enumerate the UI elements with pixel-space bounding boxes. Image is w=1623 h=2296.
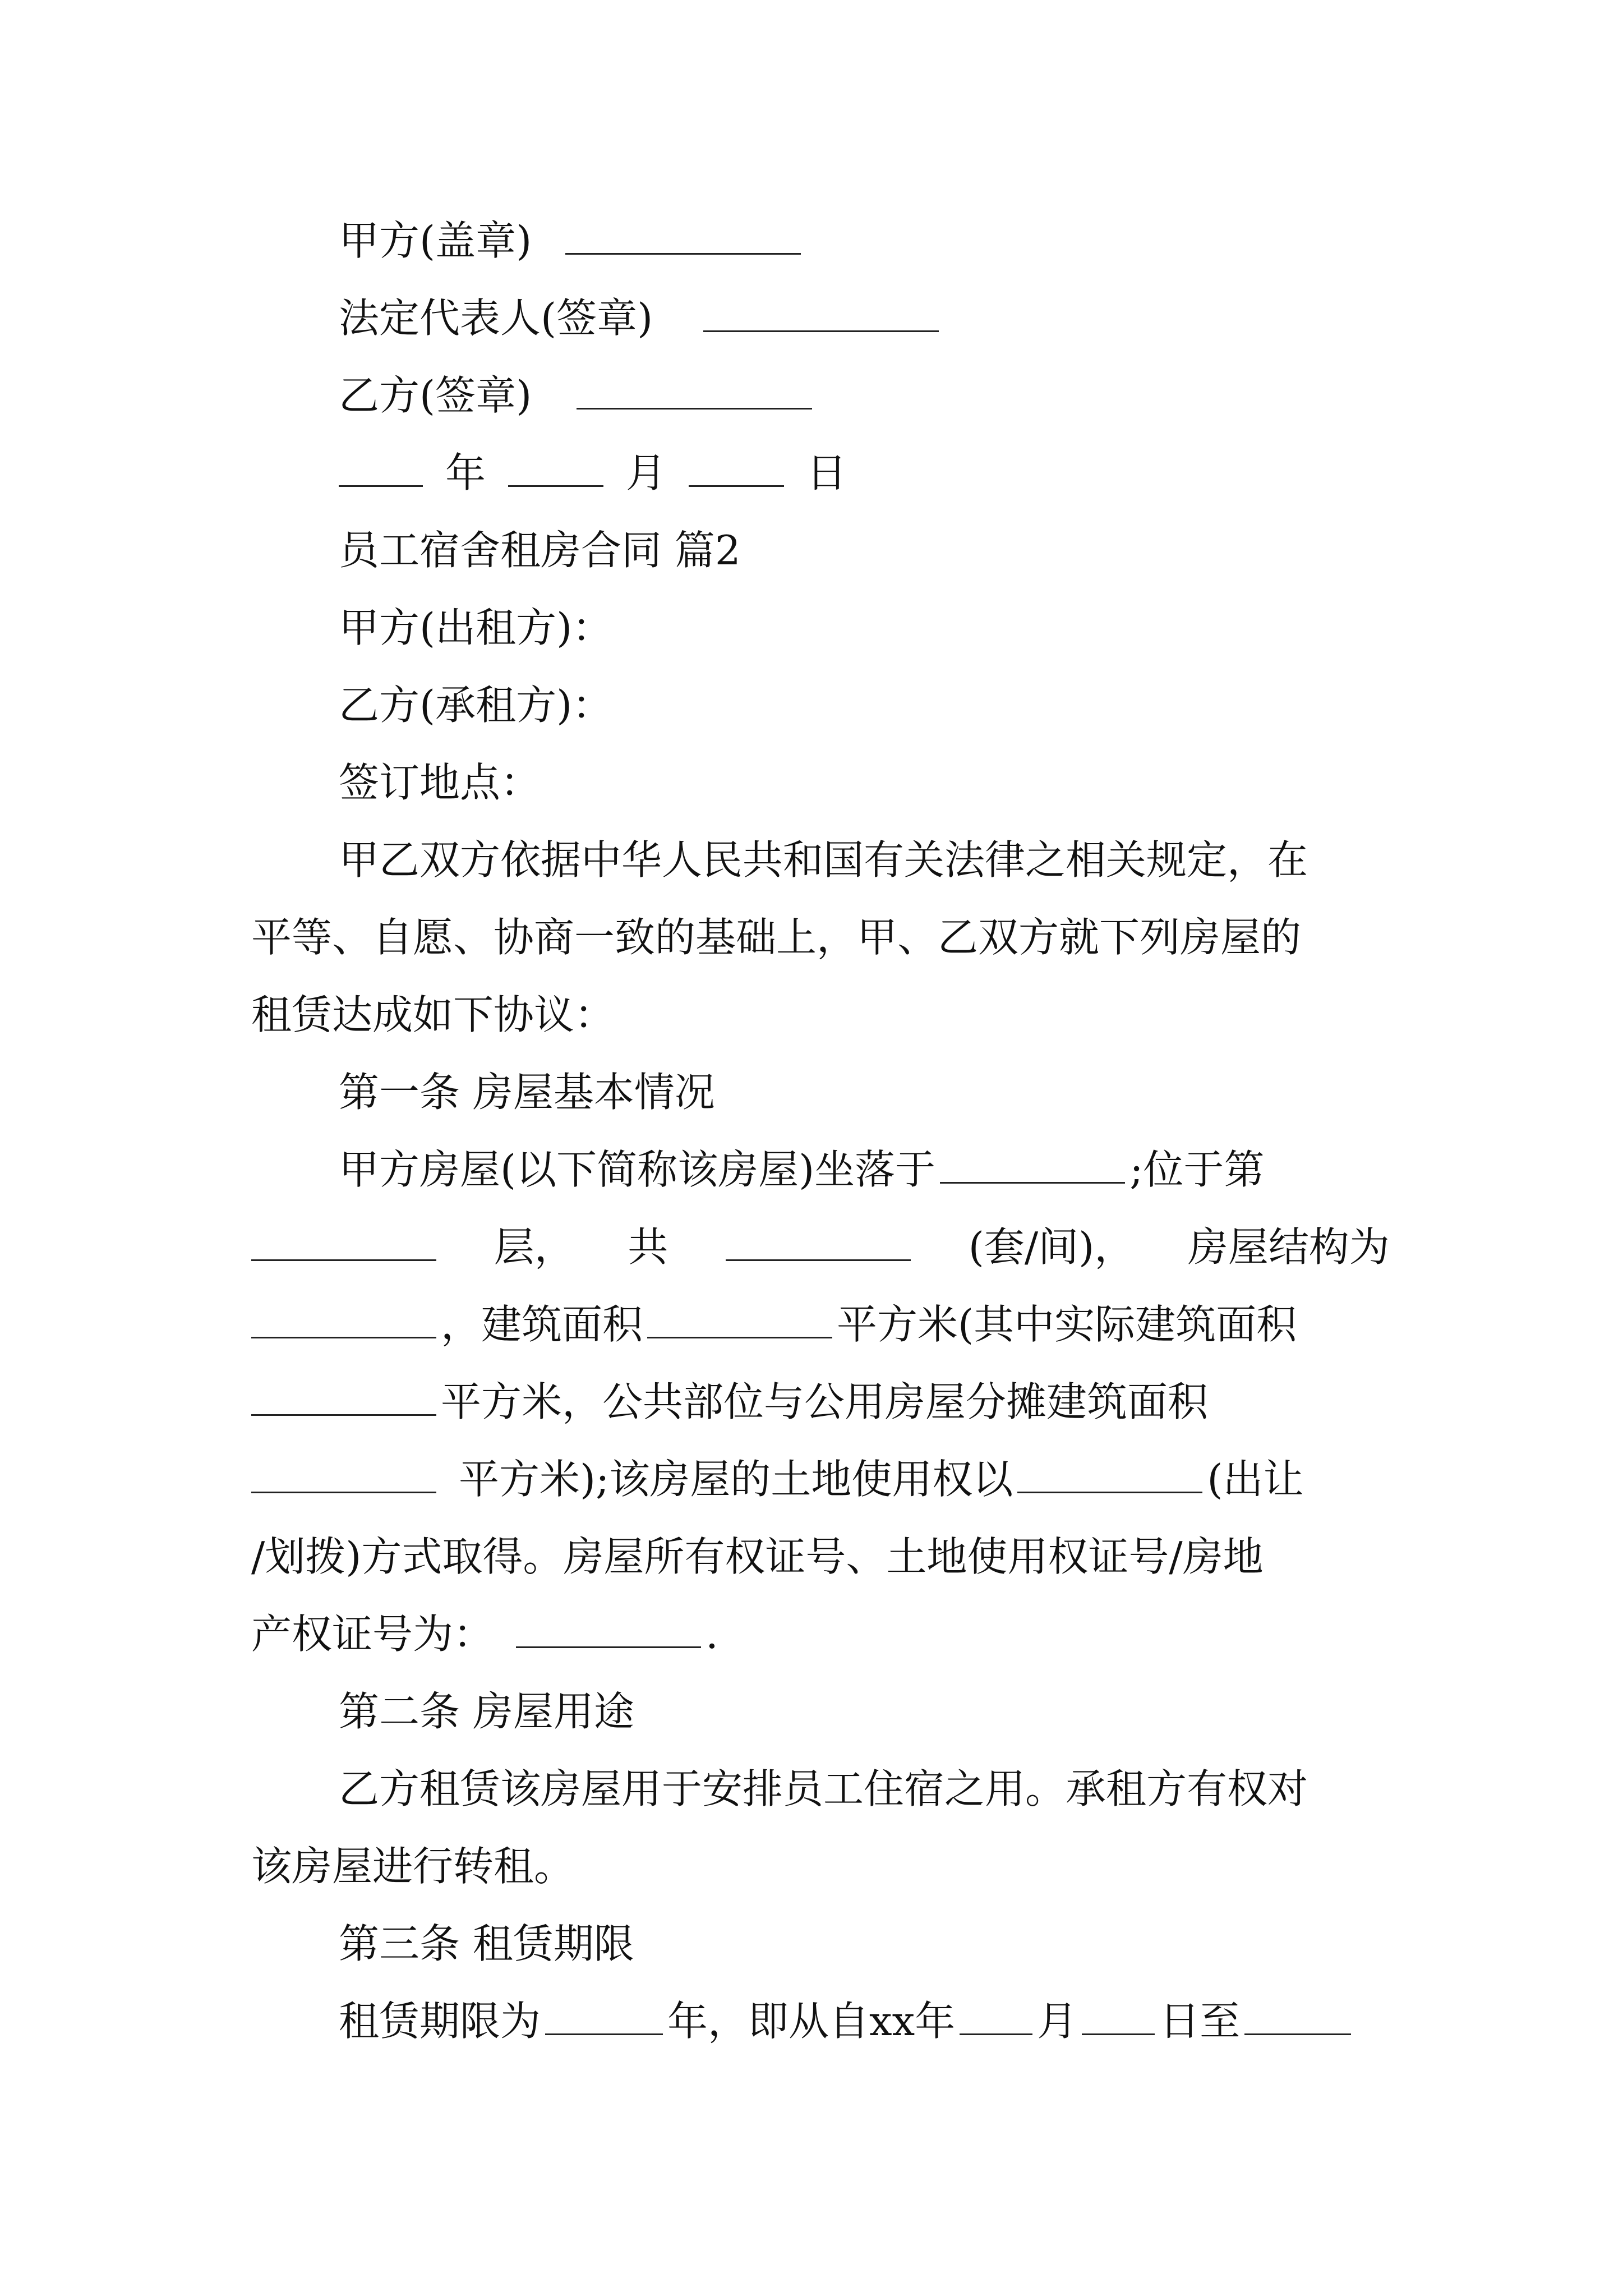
cert-no-blank <box>516 1607 701 1648</box>
area-blank <box>647 1297 832 1338</box>
art1-l5-text-a: 平方米);该房屋的土地使用权以 <box>459 1456 1013 1503</box>
art3-l1-text-a: 租赁期限为 <box>339 1998 541 2045</box>
sig-date <box>251 434 1390 512</box>
start-day-blank <box>1082 1994 1155 2035</box>
section-title: 员工宿舍租房合同 篇2 <box>339 527 741 574</box>
shared-area-blank <box>251 1452 436 1493</box>
art1-l7-text-a: 产权证号为： <box>251 1611 494 1658</box>
sig-party-a-blank <box>565 214 801 255</box>
term-years-blank <box>545 1994 663 2035</box>
date-year-label: 年 <box>445 449 486 496</box>
art1-l1-text-b: ;位于第 <box>1129 1146 1265 1193</box>
art1-l2-text-b: 共 <box>628 1223 668 1271</box>
sig-party-b <box>251 357 1390 434</box>
sig-legal-rep-blank <box>703 291 939 332</box>
art2-line-2: 该房屋进行转租。 <box>251 1843 575 1890</box>
structure-blank <box>251 1297 436 1338</box>
art1-l3-text-b: 平方米(其中实际建筑面积 <box>837 1301 1297 1348</box>
art1-line-7 <box>251 1595 1390 1673</box>
art3-heading: 第三条 租赁期限 <box>339 1920 634 1967</box>
sig-party-a <box>251 202 1390 279</box>
place-line: 签订地点： <box>339 759 541 806</box>
art1-line-4 <box>251 1363 1390 1441</box>
art1-l4-text: 平方米，公共部位与公用房屋分摊建筑面积 <box>441 1378 1209 1425</box>
party-b-line: 乙方(承租方)： <box>339 682 613 729</box>
art2-heading: 第二条 房屋用途 <box>339 1688 634 1735</box>
date-year-blank <box>339 446 423 487</box>
sig-legal-rep-label: 法定代表人(签章) <box>339 295 653 342</box>
intro-line-1: 甲乙双方依据中华人民共和国有关法律之相关规定，在 <box>339 836 1308 884</box>
party-a-line: 甲方(出租方)： <box>339 604 613 651</box>
date-month-blank <box>508 446 603 487</box>
document-body <box>251 202 1390 2060</box>
date-day-blank <box>689 446 784 487</box>
art1-l7-text-b: . <box>706 1611 718 1658</box>
sig-party-a-label: 甲方(盖章) <box>339 217 532 264</box>
art1-l2-text-d: 房屋结构为 <box>1187 1223 1390 1271</box>
intro-line-3: 租赁达成如下协议： <box>251 991 615 1038</box>
sig-party-b-label: 乙方(签章) <box>339 372 532 419</box>
start-month-blank <box>960 1994 1032 2035</box>
floor-blank <box>251 1220 436 1261</box>
land-use-blank <box>1017 1452 1202 1493</box>
art1-heading: 第一条 房屋基本情况 <box>339 1069 715 1116</box>
art1-l3-text-a: ，建筑面积 <box>441 1301 643 1348</box>
art1-l2-text-a: 层， <box>494 1223 575 1271</box>
sig-party-b-blank <box>577 369 812 409</box>
location-blank <box>940 1143 1125 1184</box>
total-blank <box>726 1220 911 1261</box>
intro-line-2: 平等、自愿、协商一致的基础上，甲、乙双方就下列房屋的 <box>251 914 1302 961</box>
art1-line-1 <box>251 1131 1390 1208</box>
art3-l1-text-c: 月 <box>1037 1998 1078 2045</box>
art3-l1-text-d: 日至 <box>1159 1998 1241 2045</box>
art2-line-1: 乙方租赁该房屋用于安排员工住宿之用。承租方有权对 <box>339 1765 1308 1812</box>
art3-line-1 <box>251 1982 1390 2060</box>
sig-legal-rep <box>251 279 1390 357</box>
art3-l1-text-b: 年，即从自xx年 <box>667 1998 956 2045</box>
end-date-blank <box>1244 1994 1351 2035</box>
actual-area-blank <box>251 1375 436 1416</box>
art1-line-6: /划拨)方式取得。房屋所有权证号、土地使用权证号/房地 <box>251 1533 1264 1580</box>
art1-l5-text-b: (出让 <box>1207 1456 1304 1503</box>
art1-line-3 <box>251 1286 1390 1363</box>
date-day-label: 日 <box>806 449 847 496</box>
art1-line-5 <box>251 1441 1390 1518</box>
art1-l1-text-a: 甲方房屋(以下简称该房屋)坐落于 <box>339 1146 936 1193</box>
art1-l2-text-c: (套/间)， <box>968 1223 1135 1271</box>
art1-line-2 <box>251 1208 1390 1286</box>
date-month-label: 月 <box>626 449 667 496</box>
